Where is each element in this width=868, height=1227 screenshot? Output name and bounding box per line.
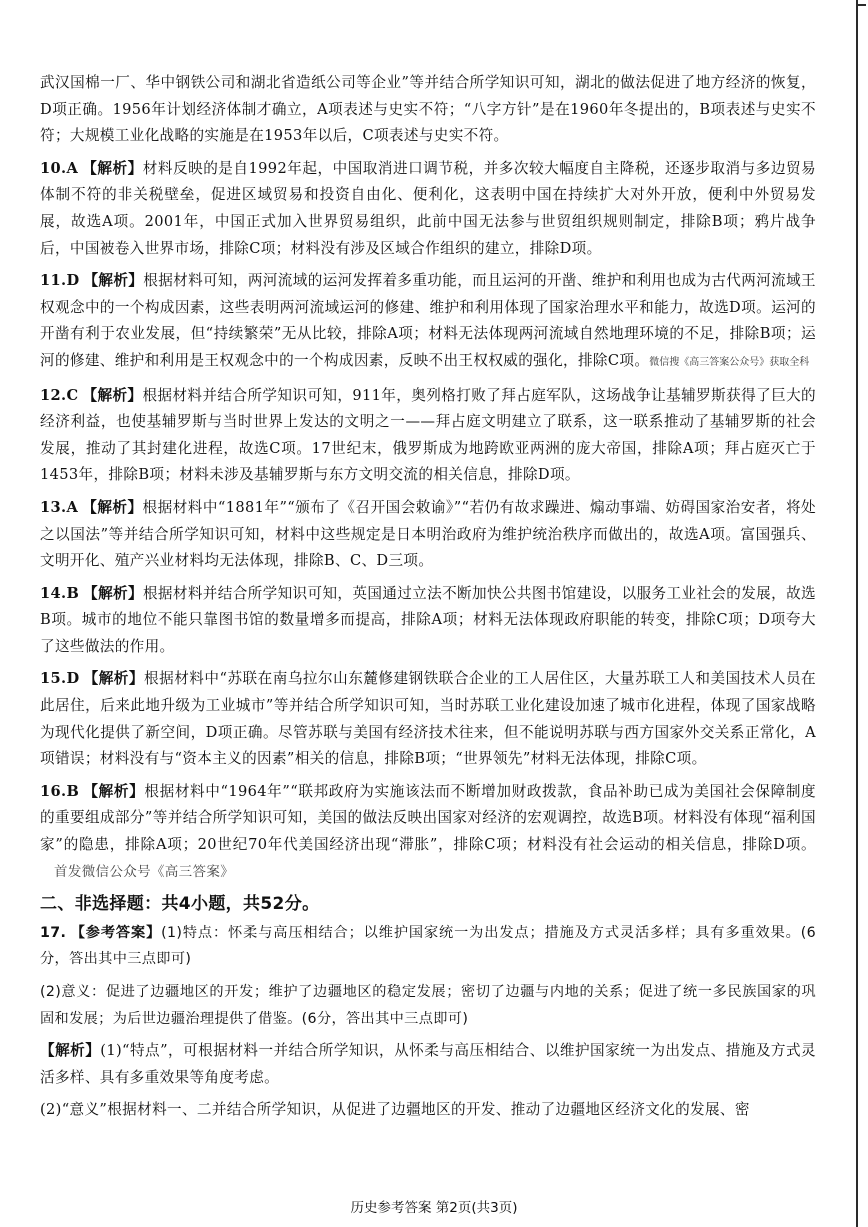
- answer-item: [40, 581, 816, 661]
- promo-note: 微信搜《高三答案公众号》获取全科: [649, 356, 810, 368]
- analysis-text: 根据材料可知，两河流域的运河发挥着多重功能，而且运河的开凿、维护和利用也成为古代两河流域王权观念中的一个构成因素，这些表明两河流域运河的修建、维护和利用体现了国家治理水平和能力，故选D项。运河的开凿有利于农业发展，但“持续繁荣”无从比较，排除A项；材料无法体现两河流域自然地理环境的不足，排除B项；运河的修建、维护和利用是王权观念中的一个构成因素，反映不出王权权威的强化，排除C项。: [40, 272, 816, 369]
- question-number: 12.C: [40, 386, 79, 404]
- analysis-tag: 【解析】: [82, 386, 143, 404]
- question-number: 16.B: [40, 782, 80, 800]
- analysis-text: 根据材料并结合所学知识可知，英国通过立法不断加快公共图书馆建设，以服务工业社会的发展，故选B项。城市的地位不能只靠图书馆的数量增多而提高，排除A项；材料无法体现政府职能的转变，排除C项；D项夸大了这些做法的作用。: [40, 584, 816, 655]
- answer-item: [40, 495, 816, 575]
- answer-text: (2)意义：促进了边疆地区的开发；维护了边疆地区的稳定发展；密切了边疆与内地的关系；促进了统一多民族国家的巩固和发展；为后世边疆治理提供了借鉴。(6分，答出其中三点即可): [40, 984, 816, 1027]
- answer-text: (1)特点：怀柔与高压相结合；以维护国家统一为出发点；措施及方式灵活多样；具有多重效果。(6分，答出其中三点即可): [40, 924, 816, 968]
- analysis-tag: 【解析】: [40, 1042, 101, 1060]
- answer-item: [40, 156, 816, 262]
- answer-list: [40, 156, 816, 885]
- answer-item: [40, 268, 816, 376]
- q17-answer-2: [40, 979, 816, 1032]
- answer-item: [40, 779, 816, 885]
- analysis-text: 材料反映的是自1992年起，中国取消进口调节税，并多次较大幅度自主降税，还逐步取消与多边贸易体制不符的非关税壁垒，促进区域贸易和投资自由化、便利化，这表明中国在持续扩大对外开放，便利中外贸易发展，故选A项。2001年，中国正式加入世界贸易组织，此前中国无法参与世贸组织规则制定，排除B项；鸦片战争后，中国被卷入世界市场，排除C项；材料没有涉及区域合作组织的建立，排除D项。: [40, 159, 816, 257]
- page-edge-line: [856, 0, 858, 1227]
- watermark-text: 首发微信公众号《高三答案》: [54, 863, 235, 880]
- question-number: 14.B: [40, 584, 80, 602]
- question-number: 13.A: [40, 498, 79, 516]
- analysis-text: 根据材料并结合所学知识可知，911年，奥列格打败了拜占庭军队，这场战争让基辅罗斯获得了巨大的经济利益，也使基辅罗斯与当时世界上发达的文明之一——拜占庭文明建立了联系，这一联系推动了基辅罗斯的社会发展，推动了其封建化进程，故选C项。17世纪末，俄罗斯成为地跨欧亚两洲的庞大帝国，排除A项；拜占庭灭亡于1453年，排除B项；材料未涉及基辅罗斯与东方文明交流的相关信息，排除D项。: [40, 386, 816, 484]
- analysis-tag: 【解析】: [83, 584, 143, 602]
- question-number: 11.D: [40, 272, 80, 290]
- section-title: 二、非选择题：共4小题，共52分。: [40, 894, 320, 915]
- analysis-text: 根据材料中“1964年”“联邦政府为实施该法而不断增加财政拨款，食品补助已成为美国社会保障制度的重要组成部分”等并结合所学知识可知，美国的做法反映出国家对经济的宏观调控，故选B项。材料没有体现“福利国家”的隐患，排除A项；20世纪70年代美国经济出现“滞胀”，排除C项；材料没有社会运动的相关信息，排除D项。: [40, 782, 816, 854]
- answer-item: [40, 666, 816, 772]
- analysis-tag: 【解析】: [82, 159, 143, 177]
- corner-mark: [858, 4, 866, 6]
- analysis-text: 根据材料中“苏联在南乌拉尔山东麓修建钢铁联合企业的工人居住区，大量苏联工人和美国技术人员在此居住，后来此地升级为工业城市”等并结合所学知识可知，当时苏联工业化建设加速了城市化进程，体现了国家战略为现代化提供了新空间，D项正确。尽管苏联与美国有经济技术往来，但不能说明苏联与西方国家外交关系正常化，A项错误；材料没有与“资本主义的因素”相关的信息，排除B项；“世界领先”材料无法体现，排除C项。: [40, 670, 817, 768]
- analysis-tag: 【解析】: [82, 498, 143, 516]
- question-number: 10.A: [40, 159, 79, 177]
- answer-item: [40, 383, 816, 489]
- continuation-paragraph: 武汉国棉一厂、华中钢铁公司和湖北省造纸公司等企业”等并结合所学知识可知，湖北的做法促进了地方经济的恢复，D项正确。1956年计划经济体制才确立，A项表述与史实不符；“八字方针”是在1960年冬提出的，B项表述与史实不符；大规模工业化战略的实施是在1953年以后，C项表述与史实不符。: [40, 74, 816, 145]
- analysis-text: (1)“特点”，可根据材料一并结合所学知识，从怀柔与高压相结合、以维护国家统一为出发点、措施及方式灵活多样、具有多重效果等角度考虑。: [40, 1042, 816, 1086]
- question-number: 15.D: [40, 670, 80, 688]
- answer-body: [40, 70, 816, 1130]
- analysis-text: 根据材料中“1881年”“颁布了《召开国会敕谕》”“若仍有故求躁进、煽动事端、妨碍国家治安者，将处之以国法”等并结合所学知识可知，材料中这些规定是日本明治政府为维护统治秩序而做出的，故选A项。富国强兵、文明开化、殖产兴业材料均无法体现，排除B、C、D三项。: [40, 498, 816, 570]
- q17-analysis-1: [40, 1038, 816, 1091]
- analysis-tag: 【解析】: [83, 782, 145, 800]
- q17-analysis-2: [40, 1097, 816, 1124]
- analysis-tag: 【解析】: [83, 670, 144, 688]
- analysis-tag: 【解析】: [83, 272, 144, 290]
- analysis-text: (2)“意义”根据材料一、二并结合所学知识，从促进了边疆地区的开发、推动了边疆地区经济文化的发展、密: [40, 1101, 750, 1119]
- page-footer: 历史参考答案 第2页(共3页): [350, 1200, 518, 1216]
- question-number: 17.: [40, 924, 67, 941]
- reference-answer-tag: 【参考答案】: [70, 924, 162, 941]
- q17-answer-1: [40, 920, 816, 973]
